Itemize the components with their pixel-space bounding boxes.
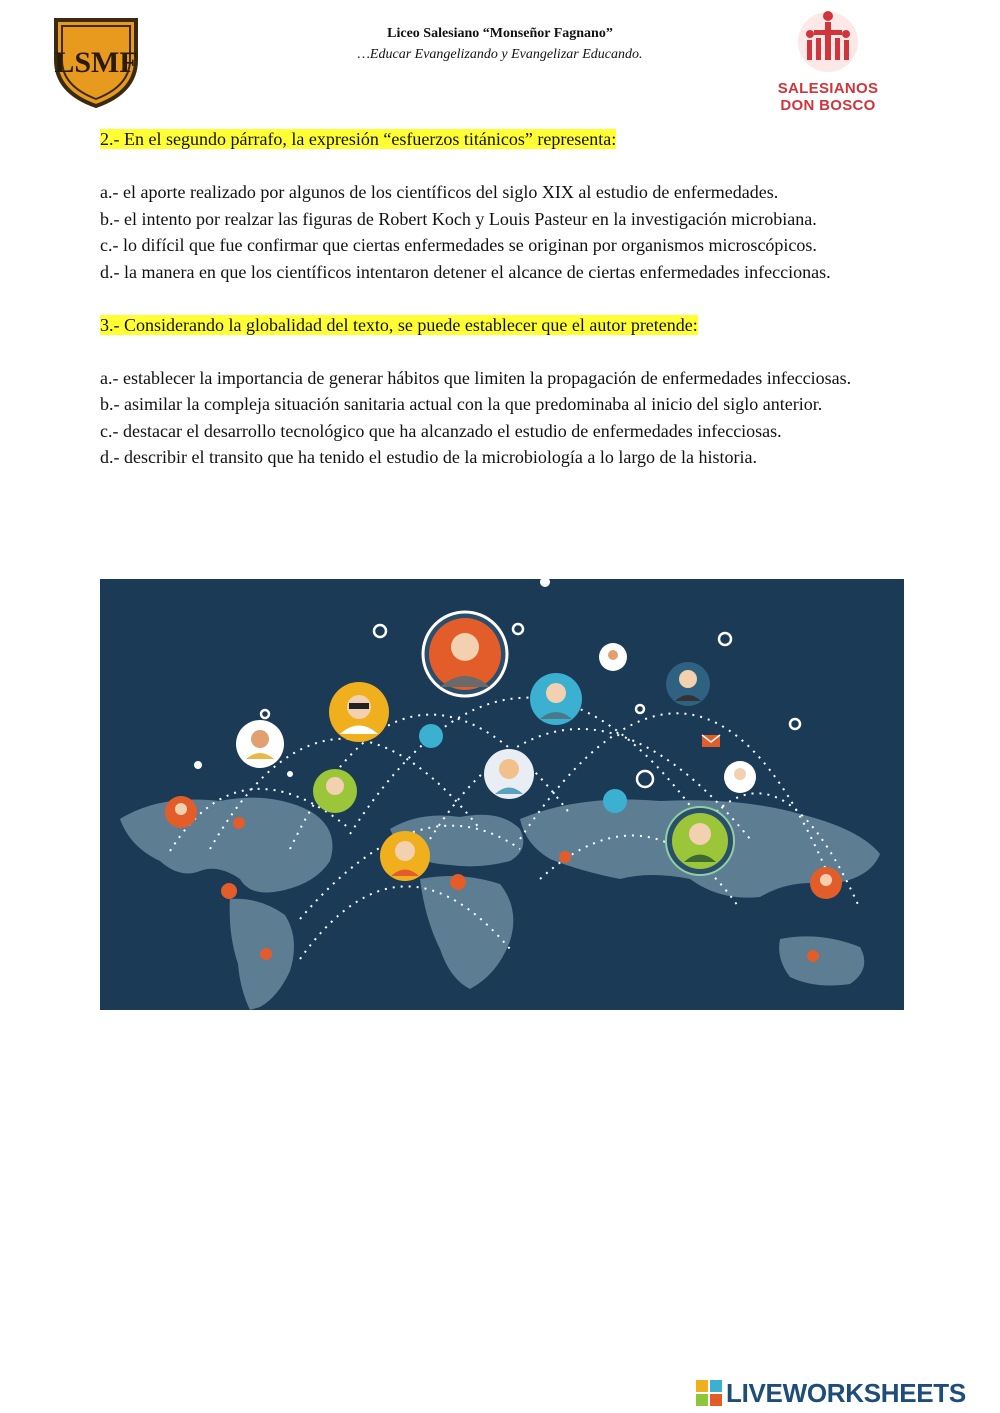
liveworksheets-watermark: LIVEWORKSHEETS bbox=[696, 1377, 994, 1409]
question-3-prompt: 3.- Considerando la globalidad del texto, se puede establecer que el autor pretende: bbox=[100, 314, 698, 335]
global-network-map-illustration bbox=[100, 579, 904, 1010]
question-2-option-c[interactable]: c.- lo difícil que fue confirmar que ciertas enfermedades se originan por organismos microscópicos. bbox=[100, 235, 817, 255]
question-3-option-c[interactable]: c.- destacar el desarrollo tecnológico que ha alcanzado el estudio de enfermedades infecciosas. bbox=[100, 420, 782, 441]
question-2-option-d[interactable]: d.- la manera en que los científicos intentaron detener el alcance de ciertas enfermedades infeccionas. bbox=[100, 261, 831, 282]
school-motto: …Educar Evangelizando y Evangelizar Educando. bbox=[357, 47, 643, 62]
liveworksheets-logo-icon bbox=[696, 1380, 722, 1406]
question-2-option-a[interactable]: a.- el aporte realizado por algunos de los científicos del siglo XIX al estudio de enfermedades. bbox=[100, 182, 779, 202]
question-2-option-b[interactable]: b.- el intento por realzar las figuras de Robert Koch y Louis Pasteur en la investigación microbiana. bbox=[100, 208, 817, 229]
question-3-option-d[interactable]: d.- describir el transito que ha tenido el estudio de la microbiología a lo largo de la historia. bbox=[100, 447, 757, 467]
school-name: Liceo Salesiano “Monseñor Fagnano” bbox=[387, 26, 613, 41]
salesianos-don-bosco-logo: SALESIANOS DON BOSCO bbox=[770, 6, 886, 116]
world-map-land bbox=[120, 798, 880, 1010]
question-2-prompt: 2.- En el segundo párrafo, la expresión “esfuerzos titánicos” representa: bbox=[100, 129, 617, 149]
worksheet-content bbox=[100, 126, 904, 471]
question-3-option-a[interactable]: a.- establecer la importancia de generar hábitos que limiten la propagación de enfermedades infecciosas. bbox=[100, 367, 852, 388]
svg-text:LSMF: LSMF bbox=[54, 46, 138, 79]
question-3-option-b[interactable]: b.- asimilar la compleja situación sanitaria actual con la que predominaba al inicio del siglo anterior. bbox=[100, 394, 823, 414]
